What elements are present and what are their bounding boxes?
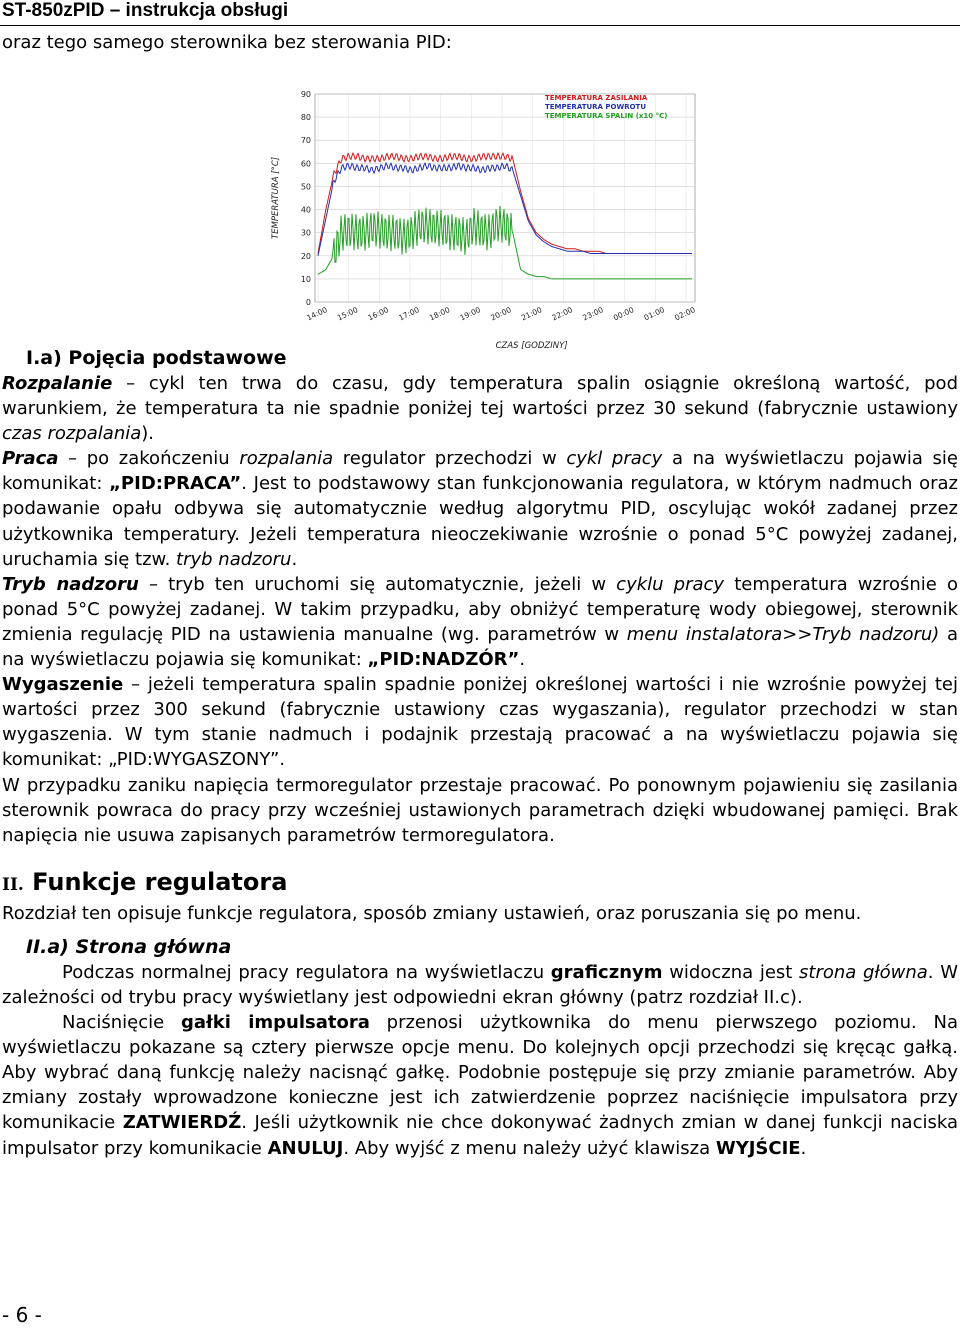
y-tick-label: 50	[300, 182, 311, 192]
legend-entry: TEMPERATURA ZASILANIA	[545, 94, 648, 102]
section-title: Funkcje regulatora	[23, 867, 288, 896]
ital: strona główna	[799, 961, 928, 983]
section-heading-pojecia: I.a) Pojęcia podstawowe	[26, 347, 287, 369]
text: . W zależności od trybu pracy wyświetlany jest odpowiedni ekran główny (patrz rozdział II.c).	[2, 961, 958, 1008]
y-tick-label: 60	[300, 159, 311, 169]
paragraph-impulsator	[2, 1010, 958, 1161]
text: a na wyświetlaczu pojawia się komunikat:	[2, 623, 959, 671]
x-tick-label: 17:00	[397, 305, 421, 323]
text: .	[800, 1137, 807, 1159]
y-tick-label: 90	[300, 90, 311, 99]
main-content	[2, 346, 958, 1161]
y-tick-label: 30	[300, 228, 311, 238]
message-pid-praca: „PID:PRACA”	[109, 473, 242, 495]
y-tick-label: 20	[300, 251, 311, 261]
text: temperatura wzrośnie o ponad 5°C powyżej zadanej. W takim przypadku, aby obniżyć temperaturę wody obiegowej, sterownik zmienia regulację PID na ustawienia manualne (wg. parametrów w	[2, 573, 958, 645]
ital: menu instalatora>>Tryb nadzoru)	[626, 623, 940, 645]
x-tick-label: 20:00	[489, 305, 513, 323]
subsection-heading-strona-glowna: II.a) Strona główna	[26, 935, 232, 958]
chart-svg	[262, 82, 712, 352]
text: przenosi użytkownika do menu pierwszego poziomu. Na wyświetlaczu pokazane są cztery pierwsze opcje menu. Do kolejnych opcji przechodzi się kręcąc gałką. Aby wybrać daną funkcję należy nacisnąć gałkę. Podobnie postępuje się przy zmianie parametrów. Aby zmiany zostały wprowadzone konieczne jest ich zatwierdzenie poprzez naciśnięcie impulsatora przy komunikacie	[2, 1012, 958, 1134]
text: .	[291, 548, 298, 570]
term-wygaszenie: Wygaszenie	[2, 674, 124, 696]
ital: tryb nadzoru	[176, 548, 292, 570]
y-axis-label: TEMPERATURA [°C]	[271, 156, 281, 240]
text: a na wyświetlaczu pojawia się komunikat:	[2, 448, 958, 495]
x-tick-label: 22:00	[550, 305, 574, 323]
paragraph-rozpalanie	[2, 371, 958, 446]
text: . Aby wyjść z menu należy użyć klawisza	[343, 1137, 716, 1159]
text: .	[519, 649, 526, 671]
temperature-chart	[262, 82, 712, 352]
section-heading-funkcje	[2, 868, 958, 899]
paragraph-funkcje-intro: Rozdział ten opisuje funkcje regulatora, sposób zmiany ustawień, oraz poruszania się po menu.	[2, 902, 862, 924]
bold: gałki impulsatora	[181, 1012, 370, 1034]
paragraph-zanik-napiecia: W przypadku zaniku napięcia termoregulator przestaje pracować. Po ponownym pojawieniu się zasilania sterownik powraca do pracy przy wcześniej ustawionych parametrach dzięki wbudowanej pamięci. Brak napięcia nie usuwa zapisanych parametrów termoregulatora.	[2, 774, 958, 846]
y-tick-label: 40	[300, 205, 311, 215]
message-pid-nadzor: „PID:NADZÓR”	[367, 649, 520, 671]
ital: czas rozpalania	[2, 423, 142, 445]
text: ).	[141, 423, 155, 445]
legend-entry: TEMPERATURA SPALIN (x10 °C)	[545, 112, 668, 120]
text: – po zakończeniu	[58, 448, 240, 470]
bold: ZATWIERDŹ	[122, 1112, 242, 1134]
bold: ANULUJ	[267, 1137, 344, 1159]
y-tick-label: 0	[305, 298, 311, 307]
y-tick-label: 70	[300, 136, 311, 146]
paragraph-wygaszenie	[2, 672, 958, 772]
x-tick-label: 00:00	[611, 305, 636, 323]
text: widoczna jest	[662, 961, 800, 983]
term-praca: Praca	[2, 448, 59, 470]
term-tryb-nadzoru: Tryb nadzoru	[2, 573, 139, 595]
x-tick-label: 23:00	[581, 305, 605, 323]
text: – tryb ten uruchomi się automatycznie, jeżeli w	[138, 573, 617, 595]
running-header: ST-850zPID – instrukcja obsługi	[0, 0, 960, 26]
plot-area	[315, 94, 695, 302]
bold: WYJŚCIE	[715, 1137, 801, 1159]
text: – jeżeli temperatura spalin spadnie poniżej określonej wartości i nie wzrośnie powyżej tej wartości przez 300 sekund (fabrycznie ustawiony czas wygaszania), regulator przechodzi w stan wygaszenia. W tym stanie nadmuch i podajnik przestają pracować a na wyświetlaczu pojawia się komunikat: „PID:WYGASZONY”.	[2, 674, 958, 771]
x-tick-label: 16:00	[366, 305, 390, 323]
x-tick-label: 21:00	[519, 305, 544, 323]
text: . Jest to podstawowy stan funkcjonowania regulatora, w którym nadmuch oraz podawanie opału odbywa się automatycznie według algorytmu PID, oscylując wokół zadanej przez użytkownika temperatury. Jeżeli temperatura nieoczekiwanie wzrośnie o ponad 5°C powyżej zadanej, uruchamia się tzw.	[2, 473, 958, 570]
x-tick-label: 18:00	[427, 305, 452, 323]
x-tick-label: 14:00	[305, 305, 329, 323]
x-tick-label: 02:00	[673, 305, 697, 323]
y-tick-label: 80	[300, 113, 311, 123]
x-tick-label: 19:00	[458, 305, 482, 323]
ital: cyklu pracy	[616, 573, 725, 595]
section-number: II.	[2, 874, 24, 895]
term-rozpalanie: Rozpalanie	[2, 373, 113, 394]
page-number: - 6 -	[2, 1303, 42, 1327]
text: – cykl ten trwa do czasu, gdy temperatura spalin osiągnie określoną wartość, pod warunkiem, że temperatura ta nie spadnie poniżej tej wartości przez 30 sekund (fabrycznie ustawiony	[2, 373, 958, 420]
text: . Jeśli użytkownik nie chce dokonywać żadnych zmian w danej funkcji naciska impulsator przy komunikacie	[2, 1112, 958, 1159]
ital: rozpalania	[239, 448, 334, 470]
x-tick-label: 01:00	[642, 305, 666, 323]
paragraph-strona-glowna	[2, 960, 958, 1010]
paragraph-tryb-nadzoru	[2, 572, 958, 672]
text: Podczas normalnej pracy regulatora na wyświetlaczu	[62, 961, 551, 983]
legend-entry: TEMPERATURA POWROTU	[545, 103, 647, 111]
bold: graficznym	[550, 961, 663, 983]
text: regulator przechodzi w	[333, 448, 567, 470]
x-tick-label: 15:00	[335, 305, 360, 323]
paragraph-praca	[2, 446, 958, 571]
x-axis-label: CZAS [GODZINY]	[495, 341, 568, 351]
intro-text: oraz tego samego sterownika bez sterowania PID:	[2, 32, 452, 53]
y-tick-label: 10	[300, 274, 311, 284]
text: Naciśnięcie	[62, 1012, 182, 1034]
ital: cykl pracy	[566, 448, 663, 470]
